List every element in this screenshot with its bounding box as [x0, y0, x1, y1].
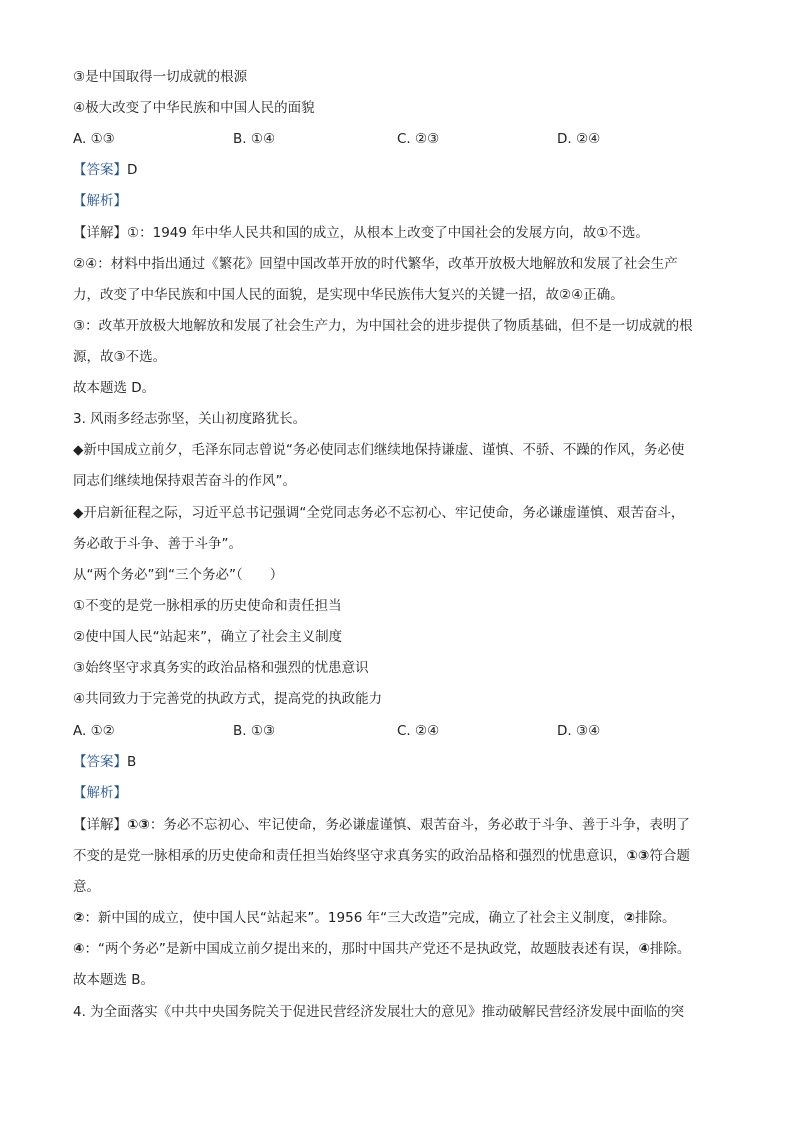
detail-head: ①③	[127, 817, 150, 833]
q3-choice-1: ①不变的是党一脉相承的历史使命和责任担当	[73, 598, 342, 614]
q3-choice-4: ④共同致力于完善党的执政方式，提高党的执政能力	[73, 691, 383, 707]
q2-detail-line-3: 力，改变了中华民族和中国人民的面貌，是实现中华民族伟大复兴的关键一招，故②④正确。	[73, 287, 624, 303]
q2-option-d: D. ②④	[557, 131, 601, 147]
detail-end: 排除。	[649, 941, 691, 957]
answer-value: D	[127, 162, 138, 178]
q3-option-b: B. ①③	[233, 723, 276, 739]
q2-answer	[73, 160, 723, 180]
q3-detail-line-4	[73, 908, 723, 928]
q3-detail-line-3: 意。	[73, 879, 100, 895]
detail-end: 排除。	[635, 910, 676, 926]
detail-end: 符合题	[649, 848, 690, 864]
detail-text: ：新中国的成立，使中国人民“站起来”。1956 年“三大改造”完成，确立了社会主义制度，	[84, 910, 624, 926]
q3-question: 从“两个务必”到“三个务必”（ ）	[73, 567, 284, 583]
analysis-label: 【解析】	[73, 785, 127, 801]
q3-analysis-label	[73, 783, 723, 803]
detail-text: ①：1949 年中华人民共和国的成立，从根本上改变了中国社会的发展方向，故①不选。	[127, 225, 649, 241]
q3-option-d: D. ③④	[557, 723, 601, 739]
q3-option-c: C. ②④	[397, 723, 440, 739]
q3-detail-line-1	[73, 815, 723, 835]
q2-choice-3: ③是中国取得一切成就的根源	[73, 69, 248, 85]
q3-option-a: A. ①②	[73, 723, 115, 739]
answer-label: 【答案】	[73, 754, 127, 770]
detail-tail: ②	[623, 910, 635, 926]
analysis-label: 【解析】	[73, 193, 127, 209]
detail-text: 不变的是党一脉相承的历史使命和责任担当始终坚守求真务实的政治品格和强烈的忧患意识，	[73, 848, 627, 864]
q2-detail-line-5: 源，故③不选。	[73, 349, 167, 365]
q3-material-1b: 同志们继续地保持艰苦奋斗的作风”。	[73, 473, 296, 489]
q3-material-2a: ◆开启新征程之际，习近平总书记强调“全党同志务必不忘初心、牢记使命，务必谦虚谨慎、艰苦奋斗，	[73, 505, 685, 521]
detail-text: ：“两个务必”是新中国成立前夕提出来的，那时中国共产党还不是执政党，故题肢表述有误，	[84, 941, 639, 957]
q3-choice-3: ③始终坚守求真务实的政治品格和强烈的忧患意识	[73, 660, 369, 676]
detail-head: ②	[73, 910, 85, 926]
detail-label: 【详解】	[73, 817, 127, 833]
detail-tail: ①③	[626, 848, 650, 864]
detail-text: ：务必不忘初心、牢记使命，务必谦虚谨慎、艰苦奋斗，务必敢于斗争、善于斗争，表明了	[149, 817, 690, 833]
q2-choice-4: ④极大改变了中华民族和中国人民的面貌	[73, 100, 315, 116]
detail-label: 【详解】	[73, 225, 127, 241]
answer-value: B	[127, 754, 137, 770]
q4-stem: 4. 为全面落实《中共中央国务院关于促进民营经济发展壮大的意见》推动破解民营经济发展中面临的突	[73, 1004, 685, 1020]
q2-detail-line-2: ②④：材料中指出通过《繁花》回望中国改革开放的时代繁华，改革开放极大地解放和发展了社会生产	[73, 256, 678, 272]
q2-option-a: A. ①③	[73, 131, 115, 147]
q3-choice-2: ②使中国人民“站起来”，确立了社会主义制度	[73, 629, 343, 645]
q3-material-2b: 务必敢于斗争、善于斗争”。	[73, 536, 242, 552]
q2-detail-line-4: ③：改革开放极大地解放和发展了社会生产力，为中国社会的进步提供了物质基础，但不是一切成就的根	[73, 318, 693, 334]
q2-conclusion: 故本题选 D。	[73, 380, 156, 396]
q3-answer	[73, 752, 723, 772]
q2-detail-line-1	[73, 223, 723, 243]
q3-stem: 3. 风雨多经志弥坚，关山初度路犹长。	[73, 411, 307, 427]
detail-tail: ④	[638, 941, 650, 957]
detail-head: ④	[73, 941, 85, 957]
q3-detail-line-5	[73, 939, 723, 959]
q3-detail-line-2	[73, 846, 723, 866]
answer-label: 【答案】	[73, 162, 127, 178]
q3-material-1a: ◆新中国成立前夕，毛泽东同志曾说“务必使同志们继续地保持谦虚、谨慎、不骄、不躁的作风，务必使	[73, 442, 685, 458]
q2-analysis-label	[73, 191, 723, 211]
q2-option-c: C. ②③	[397, 131, 440, 147]
q3-conclusion: 故本题选 B。	[73, 972, 155, 988]
q2-option-b: B. ①④	[233, 131, 276, 147]
